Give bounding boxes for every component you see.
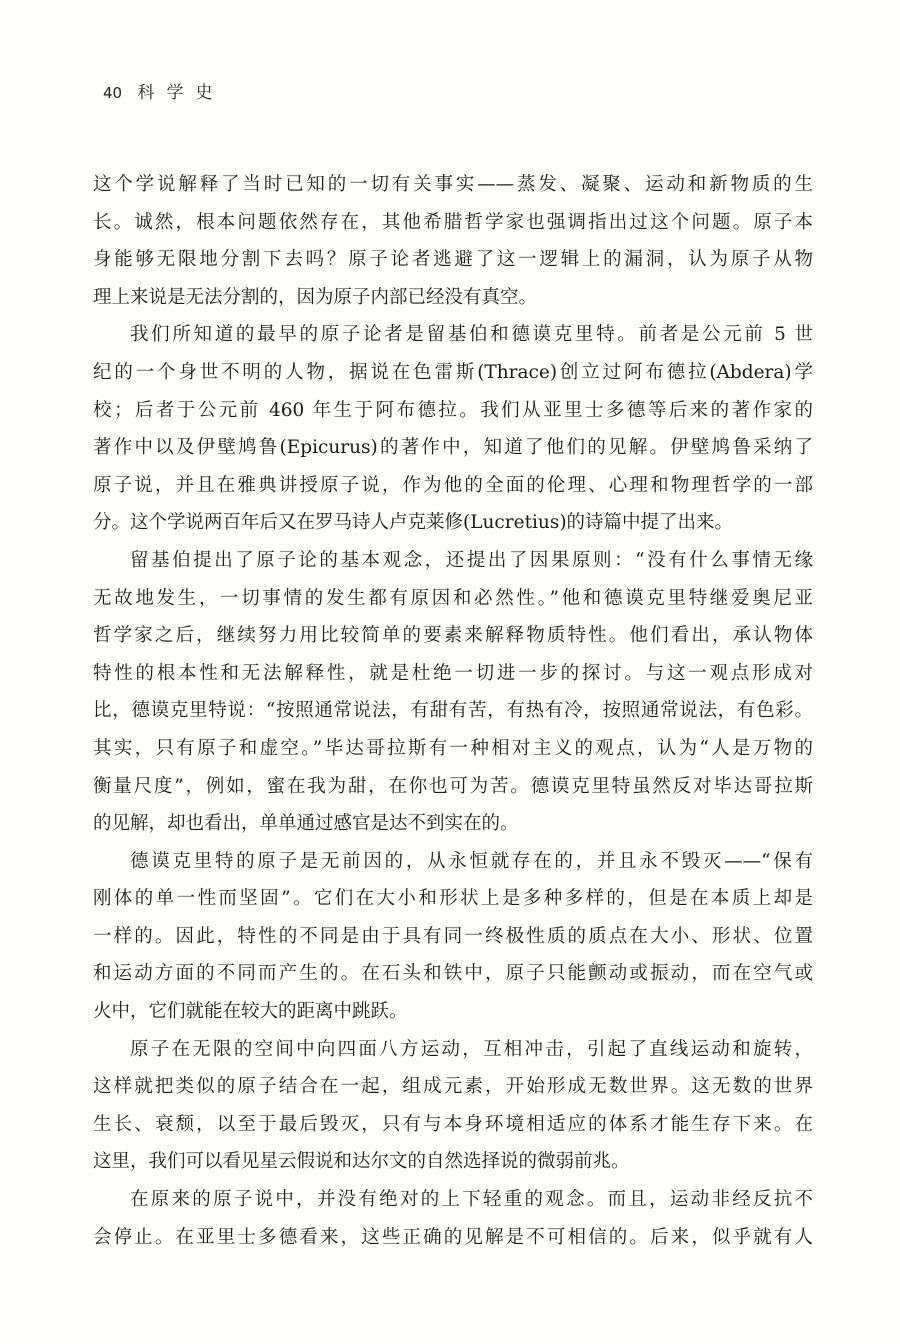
text-line: 无故地发生，一切事情的发生都有原因和必然性。”他和德谟克里特继爱奥尼亚 <box>93 587 813 609</box>
text-line: 原子在无限的空间中向四面八方运动，互相冲击，引起了直线运动和旋转， <box>130 1038 813 1060</box>
paragraph <box>93 843 813 1031</box>
book-title: 科学史 <box>137 83 225 103</box>
text-line: 理上来说是无法分割的，因为原子内部已经没有真空。 <box>93 286 538 308</box>
text-line: 长。诚然，根本问题依然存在，其他希腊哲学家也强调指出过这个问题。原子本 <box>93 211 813 233</box>
text-line: 哲学家之后，继续努力用比较简单的要素来解释物质特性。他们看出，承认物体 <box>93 625 813 647</box>
text-line: 的见解，却也看出，单单通过感官是达不到实在的。 <box>93 813 519 835</box>
text-line: 德谟克里特的原子是无前因的，从永恒就存在的，并且永不毁灭——“保有 <box>130 850 813 872</box>
paragraph <box>93 316 813 542</box>
paragraph <box>93 1031 813 1181</box>
text-line: 著作中以及伊壁鸠鲁(Epicurus)的著作中，知道了他们的见解。伊壁鸠鲁采纳了 <box>93 437 813 459</box>
text-line: 特性的根本性和无法解释性，就是杜绝一切进一步的探讨。与这一观点形成对 <box>93 662 813 684</box>
body-text <box>93 166 813 1256</box>
text-line: 这个学说解释了当时已知的一切有关事实——蒸发、凝聚、运动和新物质的生 <box>93 174 813 195</box>
text-line: 分。这个学说两百年后又在罗马诗人卢克莱修(Lucretius)的诗篇中提了出来。 <box>93 512 734 534</box>
paragraph <box>93 1181 813 1256</box>
text-line: 刚体的单一性而坚固”。它们在大小和形状上是多种多样的，但是在本质上却是 <box>93 888 813 910</box>
page-number: 40 <box>103 84 123 102</box>
text-line: 这样就把类似的原子结合在一起，组成元素，开始形成无数世界。这无数的世界 <box>93 1076 813 1098</box>
running-head <box>103 78 225 103</box>
text-line: 身能够无限地分割下去吗？原子论者逃避了这一逻辑上的漏洞，认为原子从物 <box>93 249 813 271</box>
text-line: 留基伯提出了原子论的基本观念，还提出了因果原则：“没有什么事情无缘 <box>130 549 813 571</box>
text-line: 一样的。因此，特性的不同是由于具有同一终极性质的质点在大小、形状、位置 <box>93 925 813 947</box>
paragraph <box>93 542 813 843</box>
text-line: 和运动方面的不同而产生的。在石头和铁中，原子只能颤动或振动，而在空气或 <box>93 963 813 985</box>
text-line: 在原来的原子说中，并没有绝对的上下轻重的观念。而且，运动非经反抗不 <box>130 1189 813 1211</box>
text-line: 会停止。在亚里士多德看来，这些正确的见解是不可相信的。后来，似乎就有人 <box>93 1226 813 1248</box>
text-line: 原子说，并且在雅典讲授原子说，作为他的全面的伦理、心理和物理哲学的一部 <box>93 474 813 496</box>
text-line: 火中，它们就能在较大的距离中跳跃。 <box>93 1001 408 1023</box>
text-line: 比，德谟克里特说：“按照通常说法，有甜有苦，有热有冷，按照通常说法，有色彩。 <box>93 700 813 722</box>
text-line: 纪的一个身世不明的人物，据说在色雷斯(Thrace)创立过阿布德拉(Abdera)学 <box>93 361 813 383</box>
text-line: 我们所知道的最早的原子论者是留基伯和德谟克里特。前者是公元前 5 世 <box>130 324 813 346</box>
text-line: 衡量尺度”，例如，蜜在我为甜，在你也可为苦。德谟克里特虽然反对毕达哥拉斯 <box>93 775 813 797</box>
text-line: 这里，我们可以看见星云假说和达尔文的自然选择说的微弱前兆。 <box>93 1151 630 1173</box>
text-line: 生长、衰颓，以至于最后毁灭，只有与本身环境相适应的体系才能生存下来。在 <box>93 1113 813 1135</box>
text-line: 校；后者于公元前 460 年生于阿布德拉。我们从亚里士多德等后来的著作家的 <box>93 399 813 421</box>
text-line: 其实，只有原子和虚空。”毕达哥拉斯有一种相对主义的观点，认为“人是万物的 <box>93 737 813 759</box>
paragraph <box>93 166 813 316</box>
